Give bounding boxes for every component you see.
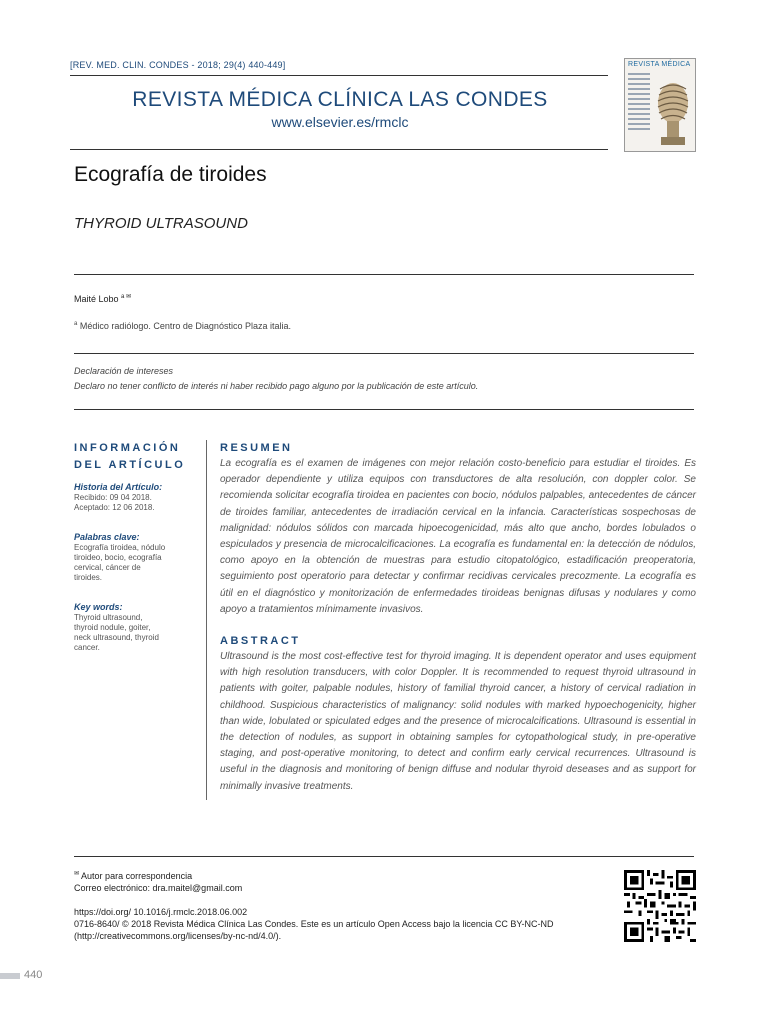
affiliation-text: Médico radiólogo. Centro de Diagnóstico Plaza italia. <box>79 321 291 331</box>
author-line <box>74 293 131 304</box>
conflict-text: Declaro no tener conflicto de interés ni haber recibido pago alguno por la publicación de este artículo. <box>74 381 479 391</box>
license-line-2[interactable]: (http://creativecommons.org/licenses/by-nc-nd/4.0/). <box>74 931 282 941</box>
keywords-es-line: Ecografía tiroidea, nódulo <box>74 543 166 552</box>
correspondence <box>74 868 242 894</box>
affiliation-mark: a <box>74 321 78 327</box>
page-number-bar <box>0 973 20 979</box>
author-marks: a ✉ <box>121 294 132 300</box>
conflict-label: Declaración de intereses <box>74 366 174 376</box>
keywords-en-line: thyroid nodule, goiter, <box>74 623 151 632</box>
conflict-rule <box>74 409 694 410</box>
footer-rule <box>74 856 694 857</box>
affiliation <box>74 321 291 331</box>
keywords-en-label: Key words: <box>74 602 123 612</box>
journal-cover-image <box>624 58 696 152</box>
article-history <box>74 482 198 513</box>
abstract-text: Ultrasound is the most cost-effective test for thyroid imaging. It is dependent operator and uses equipment with high resolution transducers, with color Doppler. It is recommended to request thyroid ultrasound in patients with goiter, palpable nodules, history of familial thyroid cancer, a history of cervical radiation in childhood. Suspicious characteristics of malignancy: solid nodules with marked hypoechogenicity, higher than wide, lobulated or spiculated edges and the presence of microcalcifications. Ultrasound is essential in the detection of nodules, as support in obtaining samples for cytopathological study, in pre-operative staging, and post-operative monitoring, to detect and confirm early cervical recurrences. Ultrasound is useful in the diagnosis and monitoring of benign diffuse and nodular thyroid deseases and as support for minimally invasive treatments. <box>220 651 696 792</box>
keywords-en-line: cancer. <box>74 643 100 652</box>
received-date: Recibido: 09 04 2018. <box>74 493 152 502</box>
keywords-es <box>74 532 198 583</box>
correspondence-email[interactable]: Correo electrónico: dra.maitel@gmail.com <box>74 883 243 893</box>
license-line-1: 0716-8640/ © 2018 Revista Médica Clínica Las Condes. Este es un artículo Open Access bajo la licencia CC BY-NC-ND <box>74 919 554 929</box>
keywords-en <box>74 602 198 653</box>
article-info-heading-line1: INFORMACIÓN <box>74 442 181 454</box>
title-rule <box>74 274 694 275</box>
cover-text-lines <box>628 73 650 133</box>
journal-title: REVISTA MÉDICA CLÍNICA LAS CONDES <box>132 88 548 111</box>
resumen-heading: RESUMEN <box>220 442 293 454</box>
history-label: Historia del Artículo: <box>74 482 163 492</box>
qr-code-icon[interactable] <box>624 870 696 942</box>
correspondence-label: Autor para correspondencia <box>81 871 193 881</box>
header-rule-top <box>70 75 608 76</box>
doi-link[interactable]: https://doi.org/ 10.1016/j.rmclc.2018.06.002 <box>74 907 248 917</box>
abstract-heading: ABSTRACT <box>220 635 301 647</box>
page-number: 440 <box>24 969 43 981</box>
license-block <box>74 906 554 942</box>
keywords-es-line: tiroideo, bocio, ecografía <box>74 553 162 562</box>
keywords-es-line: tiroides. <box>74 573 103 582</box>
author-name: Maité Lobo <box>74 294 119 304</box>
affiliation-rule <box>74 353 694 354</box>
journal-citation: [REV. MED. CLIN. CONDES - 2018; 29(4) 440-449] <box>70 60 286 70</box>
keywords-en-line: Thyroid ultrasound, <box>74 613 143 622</box>
column-divider <box>206 440 207 800</box>
keywords-en-line: neck ultrasound, thyroid <box>74 633 159 642</box>
article-subtitle: THYROID ULTRASOUND <box>74 215 248 232</box>
article-title: Ecografía de tiroides <box>74 163 267 186</box>
journal-url[interactable]: www.elsevier.es/rmclc <box>271 114 409 130</box>
envelope-icon: ✉ <box>74 871 80 877</box>
conflict-of-interest <box>74 364 478 394</box>
accepted-date: Aceptado: 12 06 2018. <box>74 503 155 512</box>
keywords-es-line: cervical, cáncer de <box>74 563 141 572</box>
resumen-text: La ecografía es el examen de imágenes con mejor relación costo-beneficio para estudiar el tiroides. Es operador dependiente y utiliza equipos con transductores de alta resolución, con doppler color. Se recomienda solicitar ecografía tiroidea en pacientes con bocio, nódulos palpables, antecedentes de cáncer de tiroides familiar, antecedentes de irradiación cervical en la infancia. Características sospechosas de malignidad: nódulos sólidos con marcada hipoecogenicidad, más alto que ancho, bordes lobulados o espiculados y presencia de microcalcificaciones. La ecografía es fundamental en: la detección de nódulos, como apoyo en la obtención de muestras para estudio citopatológico, estadificación preoperatoria, seguimiento post operatorio para detectar y confirmar recidivas cervicales precozmente. La ecografía es útil en el diagnóstico y monitorización de enfermedades tiroideas benignas difusas y nodulares y como apoyo a tratamientos mínimamente invasivos. <box>220 458 696 615</box>
keywords-es-label: Palabras clave: <box>74 532 140 542</box>
article-info-heading <box>74 440 185 474</box>
header-rule-bottom <box>70 149 608 150</box>
article-info-heading-line2: DEL ARTÍCULO <box>74 459 186 471</box>
cover-sculpture-illustration <box>651 75 693 147</box>
cover-title: REVISTA MÉDICA <box>628 61 691 68</box>
